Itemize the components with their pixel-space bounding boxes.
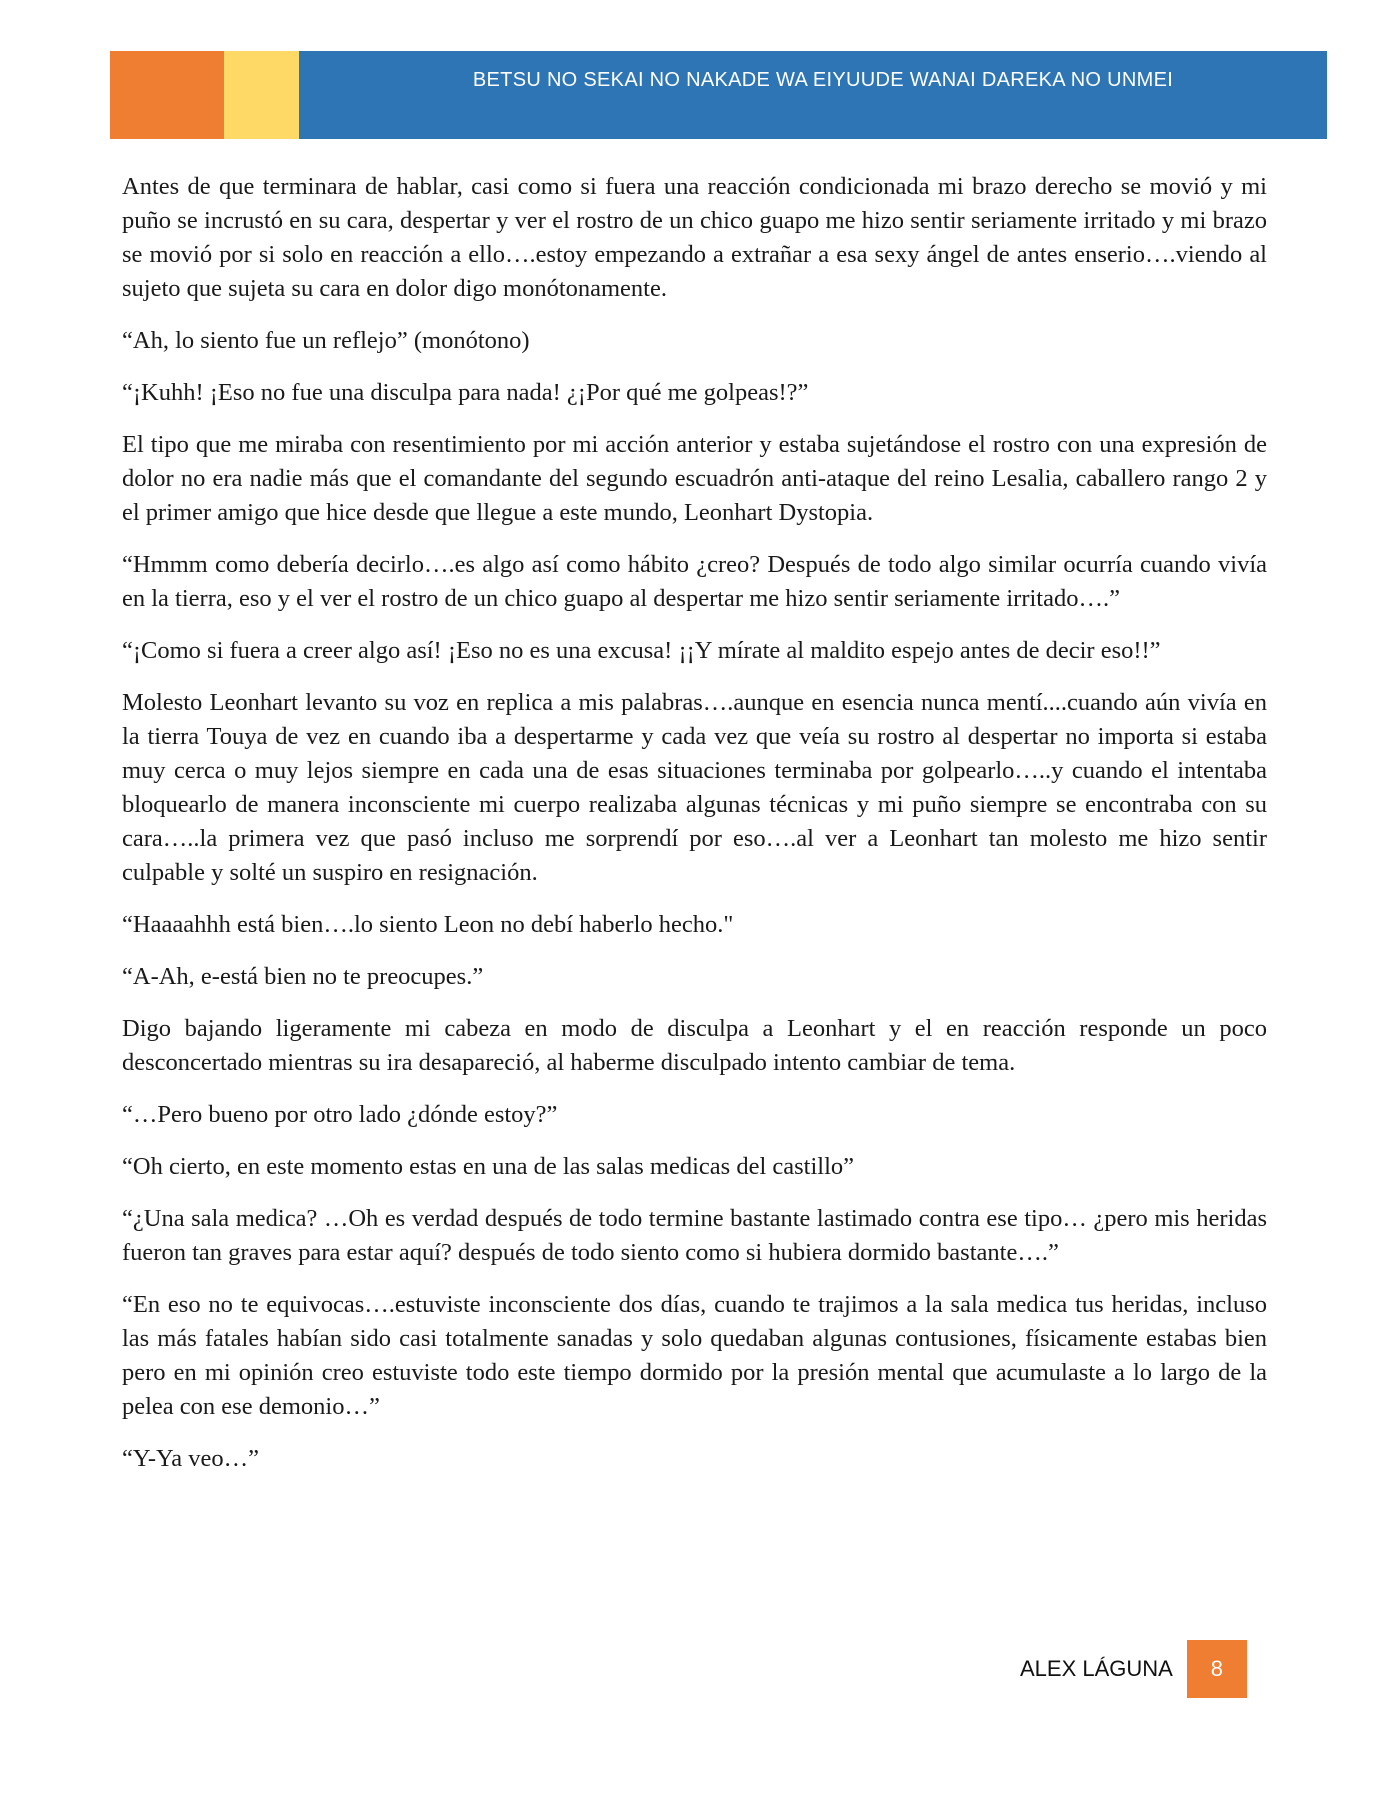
paragraph: “Ah, lo siento fue un reflejo” (monótono) — [122, 327, 530, 354]
paragraph: Antes de que terminara de hablar, casi como si fuera una reacción condicionada mi brazo derecho se movió y mi puño se incrustó en su cara, despertar y ver el rostro de un chico guapo me hizo sentir seriamente irritado y mi brazo se movió por si solo en reacción a ello….estoy empezando a extrañar a esa sexy ángel de antes enserio….viendo al sujeto que sujeta su cara en dolor digo monótonamente. — [122, 173, 1267, 302]
paragraph: “En eso no te equivocas….estuviste inconsciente dos días, cuando te trajimos a la sala medica tus heridas, incluso las más fatales habían sido casi totalmente sanadas y solo quedaban algunas contusiones, físicamente estabas bien pero en mi opinión creo estuviste todo este tiempo dormido por la presión mental que acumulaste a lo largo de la pelea con ese demonio…” — [122, 1291, 1267, 1420]
paragraph: Molesto Leonhart levanto su voz en replica a mis palabras….aunque en esencia nunca mentí....cuando aún vivía en la tierra Touya de vez en cuando iba a despertarme y cada vez que veía su rostro al despertar no importa si estaba muy cerca o muy lejos siempre en cada una de esas situaciones terminaba por golpearlo…..y cuando el intentaba bloquearlo de manera inconsciente mi cuerpo realizaba algunas técnicas y mi puño siempre se encontraba con su cara…..la primera vez que pasó incluso me sorprendí por eso….al ver a Leonhart tan molesto me hizo sentir culpable y solté un suspiro en resignación. — [122, 689, 1267, 886]
paragraph: Digo bajando ligeramente mi cabeza en modo de disculpa a Leonhart y el en reacción responde un poco desconcertado mientras su ira desapareció, al haberme disculpado intento cambiar de tema. — [122, 1015, 1267, 1076]
page-body — [122, 170, 1267, 1494]
header-orange-block — [110, 51, 224, 139]
header-yellow-block — [224, 51, 299, 139]
paragraph: El tipo que me miraba con resentimiento por mi acción anterior y estaba sujetándose el rostro con una expresión de dolor no era nadie más que el comandante del segundo escuadrón anti-ataque del reino Lesalia, caballero rango 2 y el primer amigo que hice desde que llegue a este mundo, Leonhart Dystopia. — [122, 431, 1267, 526]
author-name: ALEX LÁGUNA — [1020, 1656, 1173, 1681]
header-title: BETSU NO SEKAI NO NAKADE WA EIYUUDE WANAI DAREKA NO UNMEI — [472, 69, 1174, 91]
page-header — [110, 51, 1327, 139]
paragraph: “¿Una sala medica? …Oh es verdad después de todo termine bastante lastimado contra ese tipo… ¿pero mis heridas fueron tan graves para estar aquí? después de todo siento como si hubiera dormido bastante….” — [122, 1205, 1267, 1266]
page-number-badge — [1187, 1640, 1247, 1698]
paragraph: “Oh cierto, en este momento estas en una de las salas medicas del castillo” — [122, 1153, 855, 1180]
page-number: 8 — [1210, 1656, 1223, 1681]
paragraph: “Haaaahhh está bien….lo siento Leon no debí haberlo hecho." — [122, 911, 734, 938]
paragraph: “¡Kuhh! ¡Eso no fue una disculpa para nada! ¿¡Por qué me golpeas!?” — [122, 379, 809, 406]
paragraph: “A-Ah, e-está bien no te preocupes.” — [122, 963, 484, 990]
paragraph: “Hmmm como debería decirlo….es algo así como hábito ¿creo? Después de todo algo similar ocurría cuando vivía en la tierra, eso y el ver el rostro de un chico guapo al despertar me hizo sentir seriamente irritado….” — [122, 551, 1267, 612]
paragraph: “Y-Ya veo…” — [122, 1445, 259, 1472]
page-footer — [1020, 1640, 1247, 1698]
header-title-bar — [299, 51, 1327, 139]
paragraph: “…Pero bueno por otro lado ¿dónde estoy?” — [122, 1101, 558, 1128]
paragraph: “¡Como si fuera a creer algo así! ¡Eso no es una excusa! ¡¡Y mírate al maldito espejo antes de decir eso!!” — [122, 637, 1161, 664]
